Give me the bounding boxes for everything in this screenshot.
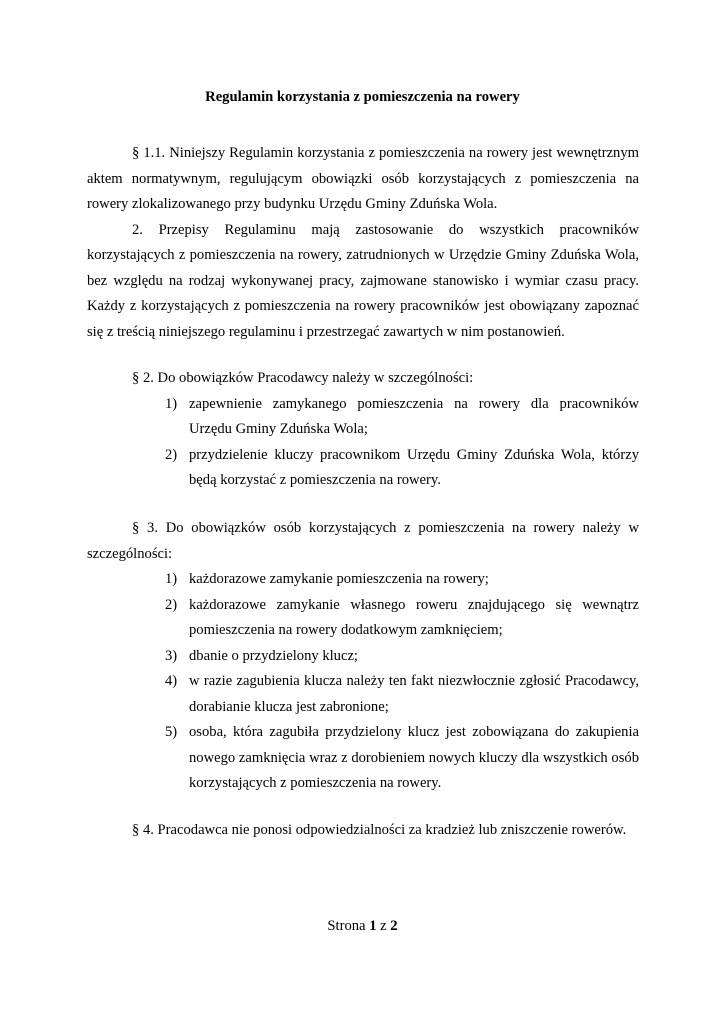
list-item — [87, 567, 639, 593]
list-item-text: każdorazowe zamykanie pomieszczenia na rowery; — [189, 571, 489, 587]
list-item-text: dbanie o przydzielony klucz; — [189, 647, 358, 664]
list-item-number: 5) — [165, 724, 178, 740]
list-item-text: w razie zagubienia klucza należy ten fakt niezwłocznie zgłosić Pracodawcy, dorabianie klucza jest zabronione; — [189, 673, 639, 715]
section-4 — [87, 818, 639, 844]
list-item — [87, 644, 639, 670]
list-item-text: zapewnienie zamykanego pomieszczenia na rowery dla pracowników Urzędu Gminy Zduńska Wola; — [189, 395, 639, 437]
list-item — [87, 443, 639, 494]
footer-separator: z — [380, 918, 387, 934]
list-item-text: przydzielenie kluczy pracownikom Urzędu Gminy Zduńska Wola, którzy będą korzystać z pomieszczenia na rowery. — [189, 446, 639, 488]
page-footer — [0, 917, 725, 935]
list-item-text: każdorazowe zamykanie własnego roweru znajdującego się wewnątrz pomieszczenia na rowery dodatkowym zamknięciem; — [189, 596, 639, 638]
list-item — [87, 593, 639, 644]
list-item-number: 1) — [165, 395, 178, 412]
section-3-intro: § 3. Do obowiązków osób korzystających z pomieszczenia na rowery należy w szczególności: — [87, 520, 639, 562]
list-item-text: osoba, która zagubiła przydzielony klucz jest zobowiązana do zakupienia nowego zamknięcia wraz z dorobieniem nowych kluczy dla wszystkich osób korzystających z pomieszczenia na rowery. — [189, 724, 639, 791]
list-item — [87, 720, 639, 797]
section-3 — [87, 516, 639, 797]
list-item-number: 4) — [165, 673, 178, 689]
section-2 — [87, 366, 639, 494]
section-1 — [87, 141, 639, 345]
list-item — [87, 392, 639, 443]
list-item-number: 2) — [165, 446, 178, 463]
section-3-list — [87, 567, 639, 797]
list-item-number: 2) — [165, 596, 178, 613]
footer-current-page: 1 — [369, 918, 377, 934]
footer-prefix: Strona — [327, 918, 366, 934]
list-item — [87, 669, 639, 720]
section-1-paragraph-1: § 1.1. Niniejszy Regulamin korzystania z pomieszczenia na rowery jest wewnętrznym aktem normatywnym, regulującym obowiązki osób korzystających z pomieszczenia na rowery zlokalizowanego przy budynku Urzędu Gminy Zduńska Wola. — [87, 145, 639, 212]
list-item-number: 3) — [165, 647, 178, 664]
section-1-paragraph-2: 2. Przepisy Regulaminu mają zastosowanie do wszystkich pracowników korzystających z pomieszczenia na rowery, zatrudnionych w Urzędzie Gminy Zduńska Wola, bez względu na rodzaj wykonywanej pracy, zajmowane stanowisko i wymiar czasu pracy. Każdy z korzystających z pomieszczenia na rowery pracowników jest obowiązany zapoznać się z treścią niniejszego regulaminu i przestrzegać zawartych w nim postanowień. — [87, 221, 639, 340]
footer-total-pages: 2 — [390, 918, 398, 934]
section-2-list — [87, 392, 639, 494]
section-2-intro: § 2. Do obowiązków Pracodawcy należy w szczególności: — [132, 370, 474, 386]
list-item-number: 1) — [165, 571, 178, 587]
section-4-paragraph: § 4. Pracodawca nie ponosi odpowiedzialności za kradzież lub zniszczenie rowerów. — [132, 822, 627, 838]
document-title: Regulamin korzystania z pomieszczenia na rowery — [205, 89, 520, 105]
